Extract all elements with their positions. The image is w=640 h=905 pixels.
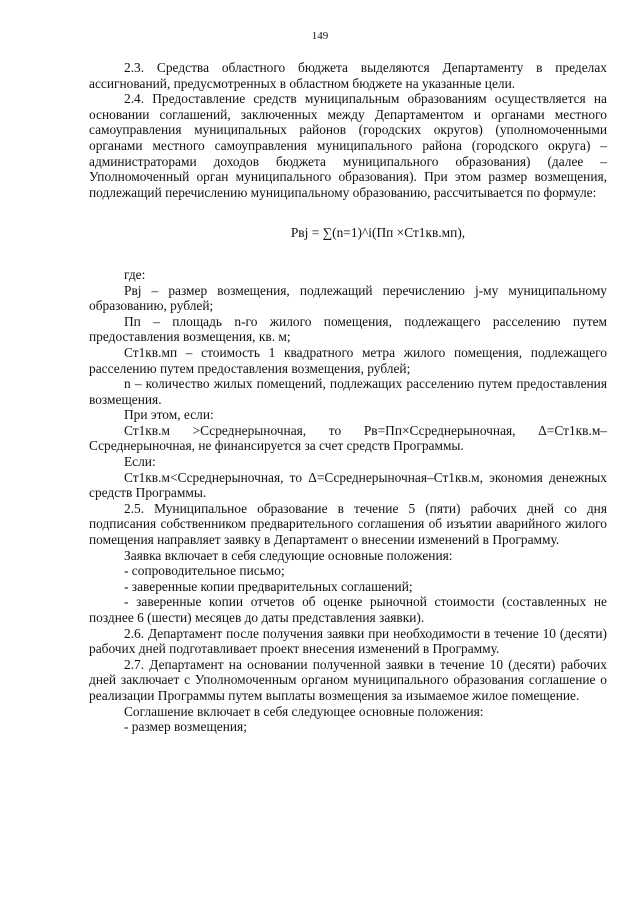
list-item-compensation-amount: - размер возмещения; <box>124 719 247 735</box>
paragraph-2-4: 2.4. Предоставление средств муниципальным образованиям осуществляется на основании соглашений, заключенных между Департаментом и органами местного самоуправления муниципальных районов (городских округов) (уполномоченными органами местного самоуправления муниципального района (городского округа) – администраторами доходов бюджета муниципального образования) (далее – Уполномоченный орган муниципального образования). При этом размер возмещения, подлежащий перечислению муниципальному образованию, рассчитывается по формуле: <box>89 91 607 200</box>
list-item-agreement-copies: - заверенные копии предварительных соглашений; <box>124 578 413 594</box>
where-label: где: <box>124 266 146 282</box>
document-body <box>89 60 607 735</box>
definition-n: n – количество жилых помещений, подлежащих расселению путем предоставления возмещения. <box>89 376 607 407</box>
formula <box>89 225 607 241</box>
paragraph-2-5: 2.5. Муниципальное образование в течение 5 (пяти) рабочих дней со дня подписания собственником предварительного соглашения об изъятии аварийного жилого помещения направляет заявку в Департамент о внесении изменений в Программу. <box>89 500 607 548</box>
formula-text: Pвj = ∑(n=1)^i(Пп ×Ст1кв.мп), <box>290 225 466 241</box>
list-item-cover-letter: - сопроводительное письмо; <box>124 563 285 579</box>
paragraph-2-6: 2.6. Департамент после получения заявки при необходимости в течение 10 (десяти) рабочих дней подготавливает проект внесения изменений в Программу. <box>89 625 607 657</box>
list-item-valuation-reports: - заверенные копии отчетов об оценке рыночной стоимости (составленных не позднее 6 (шести) месяцев до даты представления заявки). <box>89 594 607 625</box>
page-number: 149 <box>311 30 329 42</box>
definition-pn: Пп – площадь n-го жилого помещения, подлежащего расселению путем предоставления возмещения, кв. м; <box>89 313 607 345</box>
condition-2: Ст1кв.м<Ссреднерыночная, то Δ=Ссреднерыночная–Ст1кв.м, экономия денежных средств Программы. <box>89 469 607 501</box>
paragraph-2-7: 2.7. Департамент на основании полученной заявки в течение 10 (десяти) рабочих дней заключает с Уполномоченным органом муниципального образования соглашение о реализации Программы путем выплаты возмещения за изымаемое жилое помещение. <box>89 656 607 703</box>
definition-st: Ст1кв.мп – стоимость 1 квадратного метра жилого помещения, подлежащего расселению путем предоставления возмещения, рублей; <box>89 344 607 376</box>
application-contents-intro: Заявка включает в себя следующие основные положения: <box>124 547 453 563</box>
condition-1: Ст1кв.м >Ссреднерыночная, то Рв=Пп×Ссреднерыночная, Δ=Ст1кв.м– Ссреднерыночная, не финансируется за счет средств Программы. <box>89 422 607 454</box>
condition-intro: При этом, если: <box>124 407 214 423</box>
condition-intro-2: Если: <box>124 454 156 470</box>
paragraph-2-3: 2.3. Средства областного бюджета выделяются Департаменту в пределах ассигнований, предусмотренных в областном бюджете на указанные цели. <box>89 60 607 91</box>
definition-pvj: Рвj – размер возмещения, подлежащий перечислению j-му муниципальному образованию, рублей; <box>89 282 607 314</box>
agreement-contents-intro: Соглашение включает в себя следующее основные положения: <box>124 703 484 719</box>
